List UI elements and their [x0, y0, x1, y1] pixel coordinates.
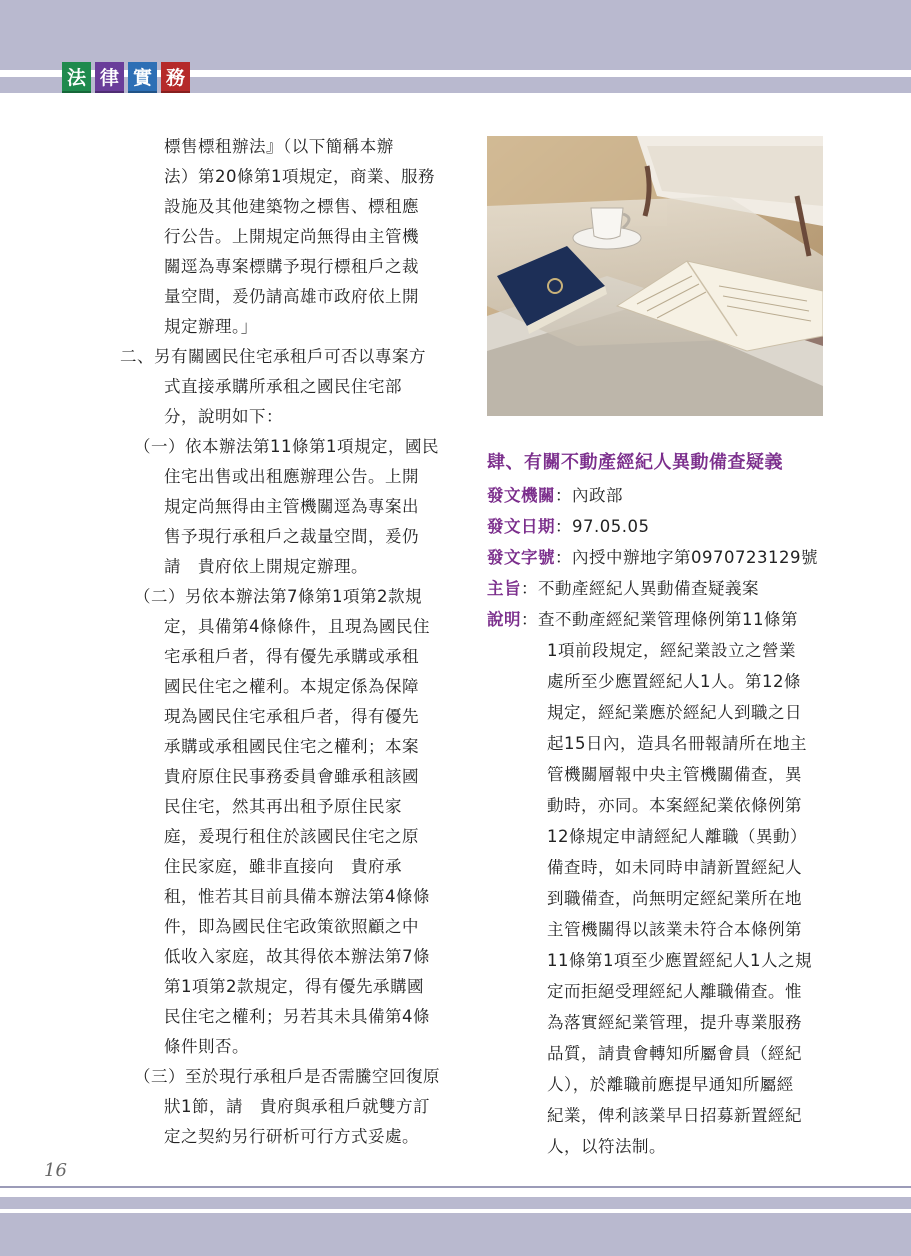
section-tag-3: 實: [128, 62, 157, 93]
explanation-label: 說明: [487, 610, 521, 629]
body-line: 定之契約另行研析可行方式妥處。: [164, 1127, 419, 1146]
body-line: 租，惟若其目前具備本辦法第4條條: [164, 887, 430, 906]
body-line: （一）依本辦法第11條第1項規定，國民: [134, 437, 439, 456]
photo-books-on-table: [487, 136, 823, 416]
body-line: 定，具備第4條條件，且現為國民住: [164, 617, 430, 636]
body-line: 標售標租辦法』（以下簡稱本辦: [164, 137, 394, 156]
body-line: 量空間，爰仍請高雄市政府依上開: [164, 287, 419, 306]
body-line: （三）至於現行承租戶是否需騰空回復原: [134, 1067, 440, 1086]
explanation-first-line: [487, 604, 837, 635]
field-label: 主旨: [487, 579, 521, 598]
body-line: 條件則否。: [164, 1037, 249, 1056]
explanation-text: ：查不動產經紀業管理條例第11條第: [521, 610, 798, 629]
explanation-line: 主管機關得以該業未符合本條例第: [547, 920, 802, 939]
body-line: 承購或承租國民住宅之權利；本案: [164, 737, 419, 756]
explanation-line: 人，以符法制。: [547, 1137, 666, 1156]
field-label: 發文機關: [487, 486, 555, 505]
body-line: 售予現行承租戶之裁量空間，爰仍: [164, 527, 419, 546]
right-column: [487, 446, 837, 1162]
body-line: 貴府原住民事務委員會雖承租該國: [164, 767, 419, 786]
body-line: （二）另依本辦法第7條第1項第2款規: [134, 587, 422, 606]
explanation-body: [487, 635, 837, 1162]
explanation-line: 起15日內，造具名冊報請所在地主: [547, 734, 807, 753]
body-line: 宅承租戶者，得有優先承購或承租: [164, 647, 419, 666]
field-value: ：內授中辦地字第0970723129號: [555, 548, 818, 567]
body-line: 關逕為專案標購予現行標租戶之裁: [164, 257, 419, 276]
explanation-line: 規定，經紀業應於經紀人到職之日: [547, 703, 802, 722]
field-label: 發文字號: [487, 548, 555, 567]
body-line: 民住宅，然其再出租予原住民家: [164, 797, 402, 816]
section-tag-2: 律: [95, 62, 124, 93]
body-line: 行公告。上開規定尚無得由主管機: [164, 227, 419, 246]
explanation-line: 管機關層報中央主管機關備查，異: [547, 765, 802, 784]
body-line: 低收入家庭，故其得依本辦法第7條: [164, 947, 430, 966]
explanation-line: 11條第1項至少應置經紀人1人之規: [547, 951, 812, 970]
section-title: [62, 62, 190, 93]
section-tag-1: 法: [62, 62, 91, 93]
body-line: 請 貴府依上開規定辦理。: [164, 557, 368, 576]
field-label: 發文日期: [487, 517, 555, 536]
body-line: 現為國民住宅承租戶者，得有優先: [164, 707, 419, 726]
explanation-line: 到職備查，尚無明定經紀業所在地: [547, 889, 802, 908]
body-line: 設施及其他建築物之標售、標租應: [164, 197, 419, 216]
explanation-line: 12條規定申請經紀人離職（異動）: [547, 827, 807, 846]
article-heading: 肆、有關不動產經紀人異動備查疑義: [487, 452, 783, 473]
field-value: ：內政部: [555, 486, 623, 505]
body-line: 法）第20條第1項規定，商業、服務: [164, 167, 435, 186]
top-band: [0, 0, 911, 70]
body-line: 民住宅之權利；另若其未具備第4條: [164, 1007, 430, 1026]
body-line: 狀1節，請 貴府與承租戶就雙方訂: [164, 1097, 430, 1116]
body-line: 二、另有關國民住宅承租戶可否以專案方: [120, 347, 426, 366]
body-line: 分，說明如下：: [164, 407, 283, 426]
body-line: 第1項第2款規定，得有優先承購國: [164, 977, 424, 996]
bottom-band-lower: [0, 1213, 911, 1256]
explanation-line: 品質，請貴會轉知所屬會員（經紀: [547, 1044, 802, 1063]
page-number: 16: [44, 1160, 67, 1181]
explanation-line: 為落實經紀業管理，提升專業服務: [547, 1013, 802, 1032]
explanation-line: 紀業，俾利該業早日招募新置經紀: [547, 1106, 802, 1125]
body-line: 式直接承購所承租之國民住宅部: [164, 377, 402, 396]
field-value: ：97.05.05: [555, 517, 650, 536]
field-value: ：不動產經紀人異動備查疑義案: [521, 579, 759, 598]
section-tag-4: 務: [161, 62, 190, 93]
field-doc-number: [487, 542, 837, 573]
body-line: 住宅出售或出租應辦理公告。上開: [164, 467, 419, 486]
field-agency: [487, 480, 837, 511]
body-line: 住民家庭，雖非直接向 貴府承: [164, 857, 402, 876]
bottom-band: [0, 1197, 911, 1209]
left-column-text: [120, 132, 465, 1152]
body-line: 庭，爰現行租住於該國民住宅之原: [164, 827, 419, 846]
field-subject: [487, 573, 837, 604]
explanation-line: 1項前段規定，經紀業設立之營業: [547, 641, 796, 660]
explanation-line: 動時，亦同。本案經紀業依條例第: [547, 796, 802, 815]
field-date: [487, 511, 837, 542]
body-line: 件，即為國民住宅政策欲照顧之中: [164, 917, 419, 936]
explanation-line: 備查時，如未同時申請新置經紀人: [547, 858, 802, 877]
body-line: 規定辦理。」: [164, 317, 258, 336]
explanation-line: 處所至少應置經紀人1人。第12條: [547, 672, 801, 691]
explanation-line: 人），於離職前應提早通知所屬經: [547, 1075, 794, 1094]
body-line: 國民住宅之權利。本規定係為保障: [164, 677, 419, 696]
bottom-rule: [0, 1186, 911, 1188]
explanation-line: 定而拒絕受理經紀人離職備查。惟: [547, 982, 802, 1001]
photo-illustration: [487, 136, 823, 416]
body-line: 規定尚無得由主管機關逕為專案出: [164, 497, 419, 516]
